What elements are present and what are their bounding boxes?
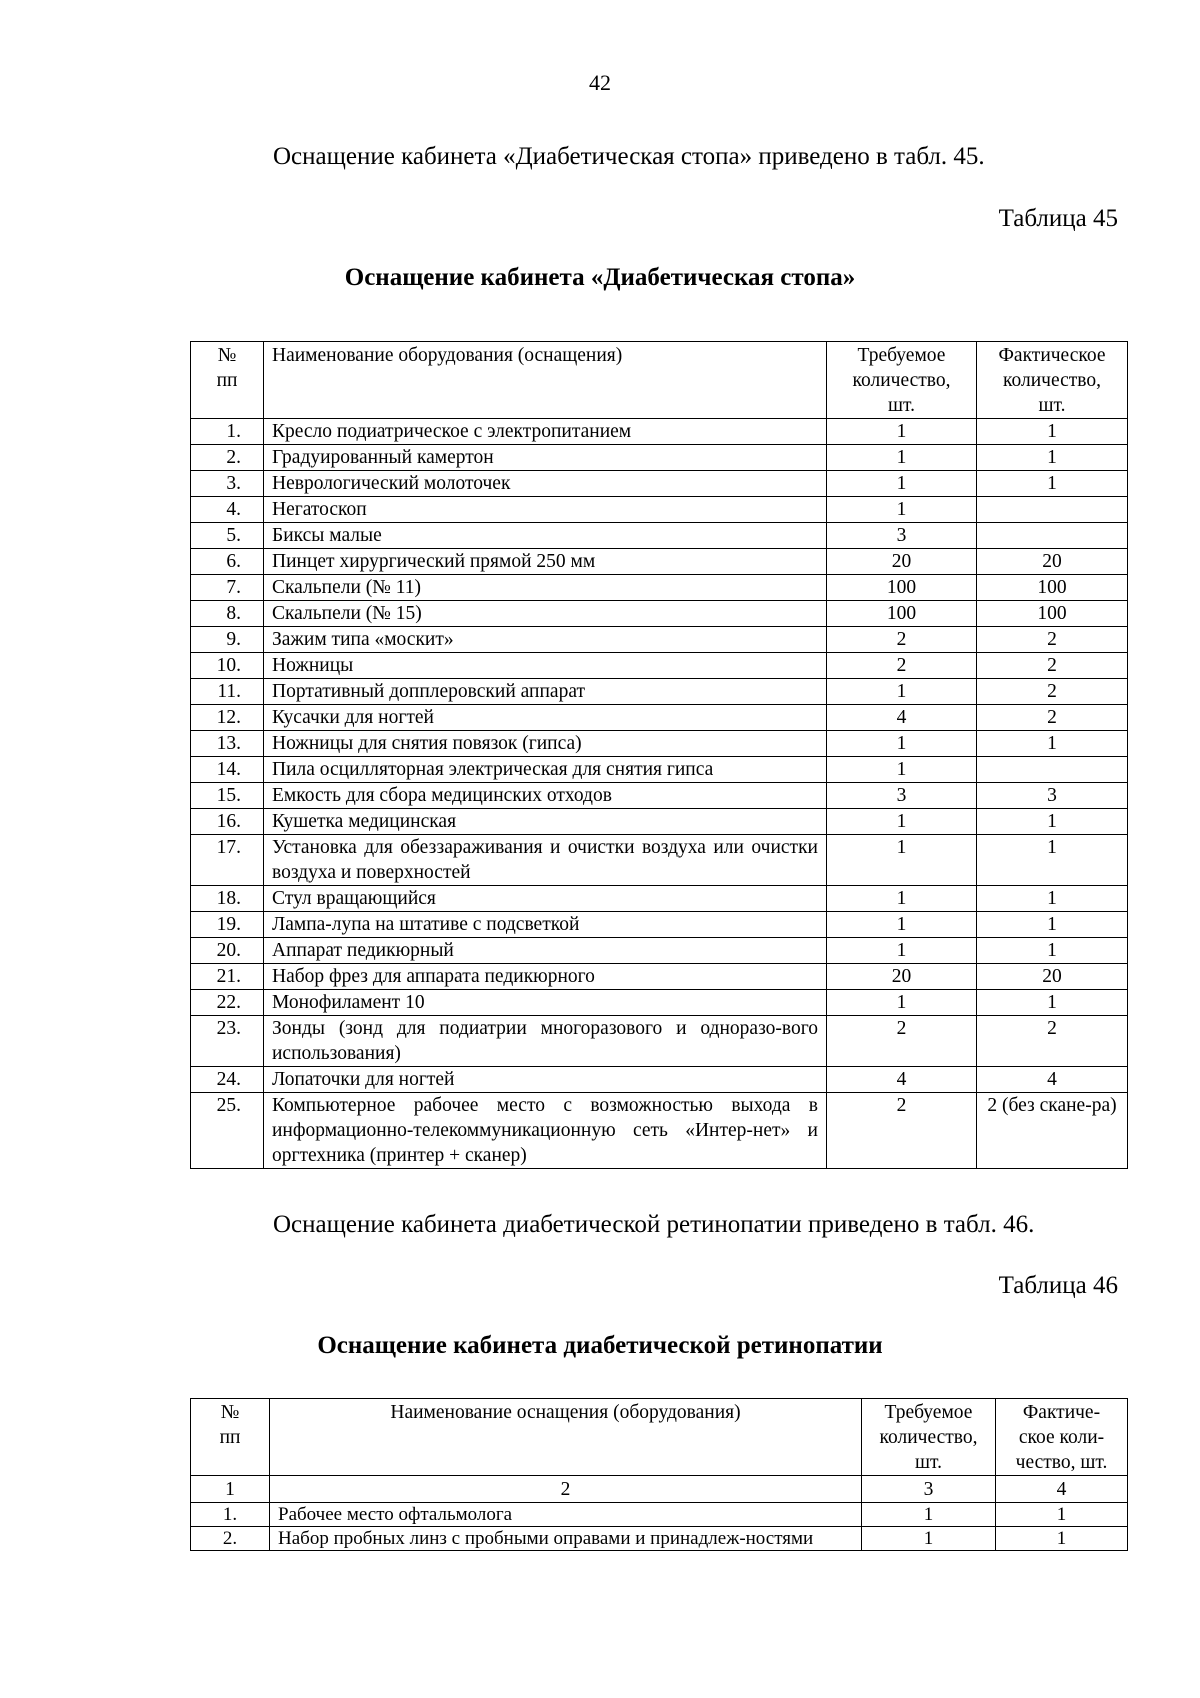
row-name: Аппарат педикюрный [264,938,827,964]
row-name: Градуированный камертон [264,445,827,471]
row-actual-quantity: 1 [996,1503,1128,1527]
row-name: Стул вращающийся [264,886,827,912]
row-actual-quantity: 1 [977,419,1128,445]
row-number: 6. [191,549,264,575]
row-actual-quantity: 20 [977,964,1128,990]
row-number: 7. [191,575,264,601]
row-required-quantity: 3 [827,783,977,809]
row-actual-quantity: 1 [977,445,1128,471]
row-required-quantity: 1 [827,679,977,705]
row-number: 20. [191,938,264,964]
table-45-label: Таблица 45 [998,205,1118,232]
row-number: 24. [191,1067,264,1093]
row-name: Емкость для сбора медицинских отходов [264,783,827,809]
row-required-quantity: 1 [827,471,977,497]
row-name: Ножницы для снятия повязок (гипса) [264,731,827,757]
table-row [191,549,1128,575]
table-row [191,1503,1128,1527]
row-required-quantity: 1 [827,809,977,835]
row-required-quantity: 1 [862,1503,996,1527]
column-number-row [191,1476,1128,1503]
intro-paragraph-table-46: Оснащение кабинета диабетической ретинопатии приведено в табл. 46. [273,1211,1035,1238]
table-row [191,601,1128,627]
row-name: Набор пробных линз с пробными оправами и принадлеж-ностями [270,1527,862,1551]
table-row [191,471,1128,497]
table-46 [190,1398,1128,1551]
row-number: 19. [191,912,264,938]
row-actual-quantity: 1 [977,471,1128,497]
row-actual-quantity: 1 [977,938,1128,964]
row-name: Пинцет хирургический прямой 250 мм [264,549,827,575]
row-required-quantity: 4 [827,1067,977,1093]
row-required-quantity: 1 [827,990,977,1016]
column-number: 2 [270,1476,862,1503]
row-required-quantity: 100 [827,601,977,627]
row-name: Зажим типа «москит» [264,627,827,653]
row-name: Пила осцилляторная электрическая для снятия гипса [264,757,827,783]
row-number: 10. [191,653,264,679]
row-required-quantity: 20 [827,964,977,990]
row-required-quantity: 1 [862,1527,996,1551]
table-row [191,1093,1128,1169]
row-actual-quantity: 1 [977,835,1128,886]
row-name: Негатоскоп [264,497,827,523]
row-actual-quantity: 1 [977,912,1128,938]
page-number: 42 [589,70,611,95]
table-row [191,886,1128,912]
row-name: Набор фрез для аппарата педикюрного [264,964,827,990]
row-name: Ножницы [264,653,827,679]
row-number: 8. [191,601,264,627]
table-row [191,705,1128,731]
table-row [191,809,1128,835]
row-actual-quantity: 100 [977,575,1128,601]
row-required-quantity: 1 [827,912,977,938]
table-row [191,419,1128,445]
table-45-title: Оснащение кабинета «Диабетическая стопа» [344,264,856,291]
row-actual-quantity: 20 [977,549,1128,575]
row-actual-quantity: 4 [977,1067,1128,1093]
row-actual-quantity: 3 [977,783,1128,809]
row-actual-quantity [977,757,1128,783]
row-name: Монофиламент 10 [264,990,827,1016]
row-actual-quantity: 2 [977,679,1128,705]
row-required-quantity: 4 [827,705,977,731]
row-name: Кушетка медицинская [264,809,827,835]
table-row [191,575,1128,601]
table-46-label: Таблица 46 [998,1272,1118,1299]
row-required-quantity: 2 [827,1016,977,1067]
row-number: 11. [191,679,264,705]
row-name: Зонды (зонд для подиатрии многоразового и одноразо-вого использования) [264,1016,827,1067]
row-number: 5. [191,523,264,549]
column-number: 1 [191,1476,270,1503]
row-number: 17. [191,835,264,886]
row-required-quantity: 1 [827,757,977,783]
row-number: 9. [191,627,264,653]
row-name: Скальпели (№ 15) [264,601,827,627]
header-number: № пп [191,1399,270,1476]
row-name: Кусачки для ногтей [264,705,827,731]
row-required-quantity: 1 [827,419,977,445]
header-number: № пп [191,342,264,419]
row-number: 22. [191,990,264,1016]
row-actual-quantity: 100 [977,601,1128,627]
row-number: 23. [191,1016,264,1067]
table-row [191,783,1128,809]
column-number: 3 [862,1476,996,1503]
row-number: 1. [191,419,264,445]
table-header-row [191,1399,1128,1476]
row-number: 14. [191,757,264,783]
table-header-row [191,342,1128,419]
table-row [191,757,1128,783]
table-row [191,964,1128,990]
row-actual-quantity: 2 (без скане-ра) [977,1093,1128,1169]
row-actual-quantity: 2 [977,1016,1128,1067]
row-actual-quantity: 1 [996,1527,1128,1551]
row-required-quantity: 1 [827,835,977,886]
row-name: Лопаточки для ногтей [264,1067,827,1093]
row-actual-quantity: 2 [977,653,1128,679]
row-name: Лампа-лупа на штативе с подсветкой [264,912,827,938]
table-row [191,523,1128,549]
row-actual-quantity: 1 [977,990,1128,1016]
row-required-quantity: 1 [827,731,977,757]
header-required: Требуемое количество, шт. [827,342,977,419]
row-required-quantity: 1 [827,886,977,912]
table-row [191,990,1128,1016]
row-required-quantity: 3 [827,523,977,549]
row-required-quantity: 20 [827,549,977,575]
row-actual-quantity: 2 [977,705,1128,731]
table-row [191,912,1128,938]
table-46-title: Оснащение кабинета диабетической ретинопатии [317,1332,883,1359]
table-row [191,679,1128,705]
row-required-quantity: 2 [827,627,977,653]
row-required-quantity: 1 [827,497,977,523]
header-name: Наименование оборудования (оснащения) [264,342,827,419]
row-number: 16. [191,809,264,835]
row-required-quantity: 2 [827,1093,977,1169]
row-name: Скальпели (№ 11) [264,575,827,601]
header-actual: Фактиче- ское коли- чество, шт. [996,1399,1128,1476]
header-name: Наименование оснащения (оборудования) [270,1399,862,1476]
row-name: Портативный допплеровский аппарат [264,679,827,705]
row-actual-quantity: 1 [977,731,1128,757]
table-row [191,1067,1128,1093]
intro-paragraph-table-45: Оснащение кабинета «Диабетическая стопа» приведено в табл. 45. [273,143,985,170]
table-row [191,445,1128,471]
row-required-quantity: 2 [827,653,977,679]
row-number: 3. [191,471,264,497]
row-actual-quantity [977,497,1128,523]
row-actual-quantity [977,523,1128,549]
table-row [191,1016,1128,1067]
row-number: 2. [191,1527,270,1551]
row-number: 15. [191,783,264,809]
row-name: Установка для обеззараживания и очистки воздуха или очистки воздуха и поверхностей [264,835,827,886]
row-actual-quantity: 1 [977,809,1128,835]
row-number: 12. [191,705,264,731]
row-number: 4. [191,497,264,523]
row-actual-quantity: 1 [977,886,1128,912]
row-number: 13. [191,731,264,757]
row-required-quantity: 100 [827,575,977,601]
row-name: Компьютерное рабочее место с возможностью выхода в информационно-телекоммуникационную сеть «Интер-нет» и оргтехника (принтер + сканер) [264,1093,827,1169]
table-row [191,653,1128,679]
row-name: Биксы малые [264,523,827,549]
table-row [191,1527,1128,1551]
row-name: Неврологический молоточек [264,471,827,497]
row-number: 2. [191,445,264,471]
table-row [191,835,1128,886]
table-row [191,497,1128,523]
table-row [191,627,1128,653]
row-name: Кресло подиатрическое с электропитанием [264,419,827,445]
table-45 [190,341,1128,1169]
table-row [191,938,1128,964]
row-required-quantity: 1 [827,938,977,964]
row-number: 25. [191,1093,264,1169]
row-actual-quantity: 2 [977,627,1128,653]
row-number: 21. [191,964,264,990]
row-name: Рабочее место офтальмолога [270,1503,862,1527]
row-number: 18. [191,886,264,912]
row-required-quantity: 1 [827,445,977,471]
table-row [191,731,1128,757]
row-number: 1. [191,1503,270,1527]
column-number: 4 [996,1476,1128,1503]
header-actual: Фактическое количество, шт. [977,342,1128,419]
header-required: Требуемое количество, шт. [862,1399,996,1476]
